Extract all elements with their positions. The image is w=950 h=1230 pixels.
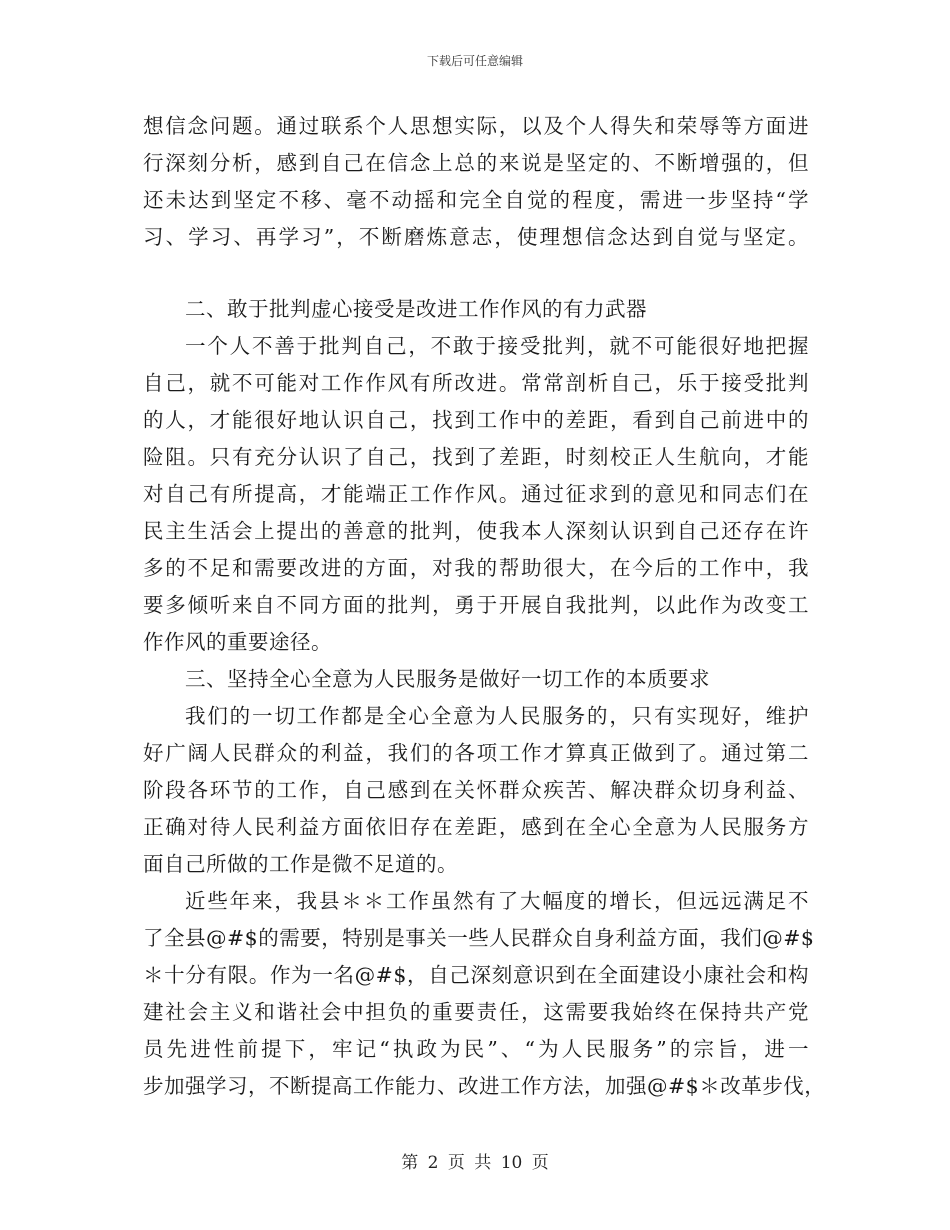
text-line: 的人，才能很好地认识自己，找到工作中的差距，看到自己前进中的 [143,408,809,432]
text-line: ＊十分有限。作为一名@#$，自己深刻意识到在全面建设小康社会和构 [143,963,809,987]
text-line: 近些年来，我县＊＊工作虽然有了大幅度的增长，但远远满足不 [185,889,809,913]
text-line: 对自己有所提高，才能端正工作作风。通过征求到的意见和同志们在 [143,482,809,506]
text-line: 要多倾听来自不同方面的批判，勇于开展自我批判，以此作为改变工 [143,593,809,617]
text-line: 还未达到坚定不移、毫不动摇和完全自觉的程度，需进一步坚持“学 [143,188,809,212]
text-line: 正确对待人民利益方面依旧存在差距，感到在全心全意为人民服务方 [143,815,809,839]
section-heading: 二、敢于批判虚心接受是改进工作作风的有力武器 [185,297,647,321]
text-line: 好广阔人民群众的利益，我们的各项工作才算真正做到了。通过第二 [143,741,809,765]
paragraph-gap [143,256,809,291]
text-line: 我们的一切工作都是全心全意为人民服务的，只有实现好，维护 [185,704,809,728]
page-number-footer: 第 2 页 共 10 页 [401,1153,549,1173]
text-line: 作作风的重要途径。 [143,630,332,654]
text-line: 步加强学习，不断提高工作能力、改进工作方法，加强@#$＊改革步伐， [143,1074,826,1098]
text-line: 了全县@#$的需要，特别是事关一些人民群众自身利益方面，我们@#$ [143,926,815,950]
text-line: 员先进性前提下，牢记“执政为民”、“为人民服务”的宗旨，进一 [143,1037,809,1061]
section-heading: 三、坚持全心全意为人民服务是做好一切工作的本质要求 [185,667,710,691]
text-line: 民主生活会上提出的善意的批判，使我本人深刻认识到自己还存在许 [143,519,809,543]
text-line: 想信念问题。通过联系个人思想实际，以及个人得失和荣辱等方面进 [143,114,809,138]
header-note: 下载后可任意编辑 [426,54,523,68]
text-line: 行深刻分析，感到自己在信念上总的来说是坚定的、不断增强的，但 [143,151,809,175]
body-text [143,108,826,1105]
text-line: 多的不足和需要改进的方面，对我的帮助很大，在今后的工作中，我 [143,556,809,580]
text-line: 习、学习、再学习”，不断磨炼意志，使理想信念达到自觉与坚定。 [143,225,809,249]
text-line: 险阻。只有充分认识了自己，找到了差距，时刻校正人生航向，才能 [143,445,809,469]
text-line: 一个人不善于批判自己，不敢于接受批判，就不可能很好地把握 [185,334,809,358]
text-line: 自己，就不可能对工作作风有所改进。常常剖析自己，乐于接受批判 [143,371,809,395]
text-line: 面自己所做的工作是微不足道的。 [143,852,458,876]
text-line: 阶段各环节的工作，自己感到在关怀群众疾苦、解决群众切身利益、 [143,778,809,802]
text-line: 建社会主义和谐社会中担负的重要责任，这需要我始终在保持共产党 [143,1000,809,1024]
